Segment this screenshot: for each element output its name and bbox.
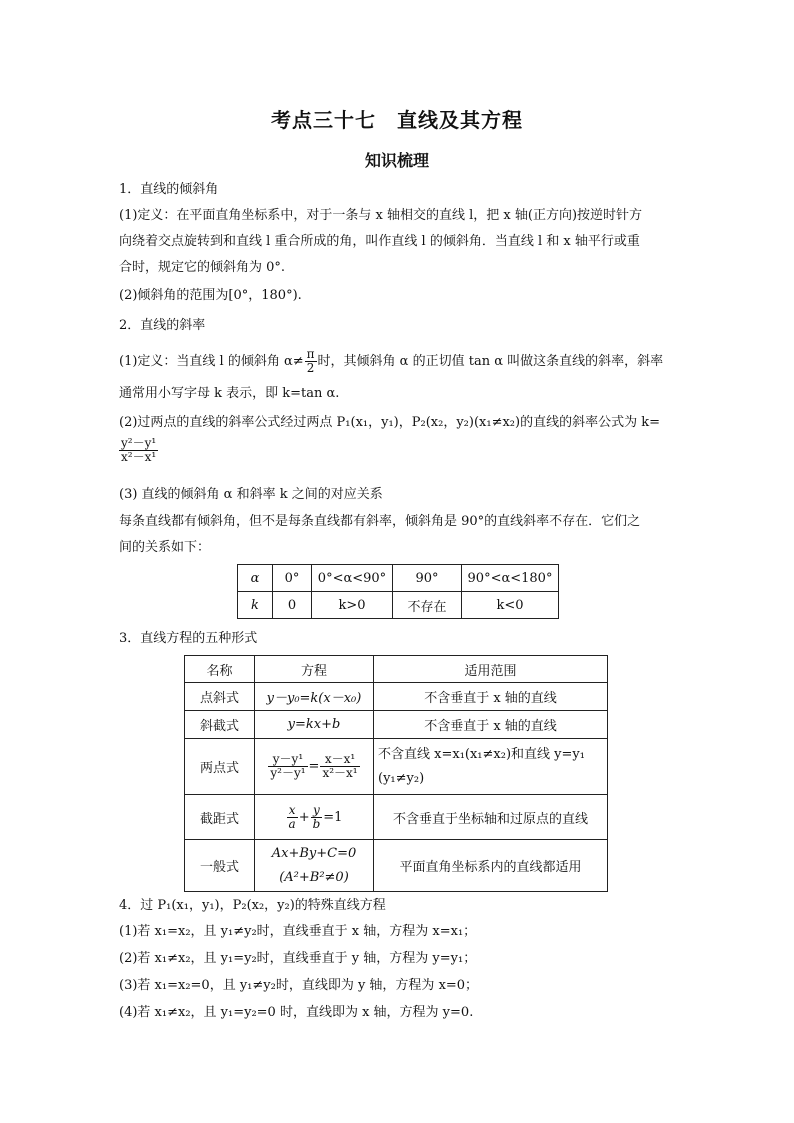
table-cell: 不含垂直于 x 轴的直线 (374, 683, 608, 711)
fraction-numerator: y－y¹ (268, 753, 307, 767)
table-cell: 不含垂直于 x 轴的直线 (374, 711, 608, 739)
fraction-denominator: x²－x¹ (121, 450, 157, 464)
page-title: 考点三十七 直线及其方程 (271, 108, 523, 132)
table-cell: 截距式 (185, 795, 255, 840)
table-row (185, 795, 608, 840)
table-cell: 一般式 (185, 840, 255, 892)
s2-paragraph-1 (119, 348, 663, 375)
fraction-denominator: y²－y¹ (270, 766, 306, 780)
fraction-denominator: b (312, 816, 321, 831)
table-cell: 斜截式 (185, 711, 255, 739)
slope-fraction (119, 437, 158, 464)
plus-sign: + (298, 809, 310, 825)
section-3-heading: 3．直线方程的五种形式 (119, 631, 258, 646)
table-row (238, 592, 559, 619)
table-cell: k (238, 592, 273, 619)
table-cell: 0°<α<90° (312, 565, 393, 592)
intercept-fraction-x (287, 804, 298, 831)
fraction-numerator: x－x¹ (320, 753, 359, 767)
intercept-fraction-y (311, 804, 323, 831)
fraction-numerator: x (287, 804, 298, 818)
table-cell: 不含垂直于坐标轴和过原点的直线 (374, 795, 608, 840)
table-cell: α (238, 565, 273, 592)
table-cell (255, 739, 374, 795)
section-4-heading: 4．过 P₁(x₁，y₁)，P₂(x₂，y₂)的特殊直线方程 (119, 898, 386, 913)
equals-one: =1 (323, 809, 343, 825)
table-row (238, 565, 559, 592)
s4-case-3: (3)若 x₁=x₂=0，且 y₁≠y₂时，直线即为 y 轴，方程为 x=0； (119, 978, 479, 993)
pi-over-2-fraction (305, 348, 317, 375)
s1-paragraph-1c: 合时，规定它的倾斜角为 0°. (119, 260, 286, 275)
s4-case-4: (4)若 x₁≠x₂，且 y₁=y₂=0 时，直线即为 x 轴，方程为 y=0. (119, 1005, 474, 1020)
table-row (185, 711, 608, 739)
s2-paragraph-4a: 每条直线都有倾斜角，但不是每条直线都有斜率，倾斜角是 90°的直线斜率不存在．它们之 (119, 514, 641, 529)
two-point-fraction-left (268, 753, 307, 780)
table-cell: y=kx+b (255, 711, 374, 739)
angle-slope-table (237, 564, 559, 619)
table-cell: k>0 (312, 592, 393, 619)
s2-paragraph-4b: 间的关系如下： (119, 540, 211, 555)
s4-case-1: (1)若 x₁=x₂，且 y₁≠y₂时，直线垂直于 x 轴，方程为 x=x₁； (119, 924, 477, 939)
s2-paragraph-3: (3) 直线的倾斜角 α 和斜率 k 之间的对应关系 (119, 487, 383, 502)
s1-paragraph-1b: 向绕着交点旋转到和直线 l 重合所成的角，叫作直线 l 的倾斜角．当直线 l 和 x 轴平行或重 (119, 234, 640, 249)
range-line-1: 不含直线 x=x₁(x₁≠x₂)和直线 y=y₁ (378, 746, 585, 762)
slope-formula-fraction (119, 437, 158, 464)
section-1-heading: 1．直线的倾斜角 (119, 182, 219, 197)
table-cell: 0 (273, 592, 312, 619)
table-cell: 90° (393, 565, 462, 592)
equals-sign: = (308, 759, 320, 774)
table-cell: 点斜式 (185, 683, 255, 711)
s1-paragraph-2: (2)倾斜角的范围为[0°，180°). (119, 288, 302, 303)
table-cell (255, 840, 374, 892)
s1-paragraph-1a: (1)定义：在平面直角坐标系中，对于一条与 x 轴相交的直线 l，把 x 轴(正方向)按逆时针方 (119, 208, 643, 223)
s2-paragraph-2a: (2)过两点的直线的斜率公式经过两点 P₁(x₁，y₁)，P₂(x₂，y₂)(x₁≠x₂)的直线的斜率公式为 k= (119, 415, 660, 430)
table-cell: 不存在 (393, 592, 462, 619)
table-row (185, 683, 608, 711)
two-point-fraction-right (320, 753, 359, 780)
table-cell: y－y₀=k(x－x₀) (255, 683, 374, 711)
section-subtitle: 知识梳理 (364, 151, 429, 170)
column-header: 方程 (255, 656, 374, 683)
fraction-numerator: y²－y¹ (121, 436, 157, 450)
s2-paragraph-1b: 通常用小写字母 k 表示，即 k=tan α. (119, 386, 340, 401)
table-cell: 0° (273, 565, 312, 592)
fraction-numerator: π (306, 347, 315, 361)
table-row (185, 840, 608, 892)
range-line-2: (y₁≠y₂) (378, 770, 425, 786)
fraction-denominator: a (288, 816, 296, 831)
s2-p1-pre: (1)定义：当直线 l 的倾斜角 α≠ (119, 354, 304, 369)
column-header: 名称 (185, 656, 255, 683)
table-cell: 90°<α<180° (462, 565, 559, 592)
general-equation: Ax+By+C=0 (271, 845, 357, 861)
fraction-denominator: 2 (306, 361, 315, 375)
table-row (185, 739, 608, 795)
table-cell: k<0 (462, 592, 559, 619)
table-cell: 平面直角坐标系内的直线都适用 (374, 840, 608, 892)
table-cell (374, 739, 608, 795)
table-header-row (185, 656, 608, 683)
table-cell: 两点式 (185, 739, 255, 795)
fraction-denominator: x²－x¹ (322, 766, 358, 780)
table-cell (255, 795, 374, 840)
general-condition: (A²+B²≠0) (279, 869, 349, 885)
fraction-numerator: y (311, 804, 323, 818)
column-header: 适用范围 (374, 656, 608, 683)
s2-p1-post: 时，其倾斜角 α 的正切值 tan α 叫做这条直线的斜率，斜率 (317, 354, 664, 369)
section-2-heading: 2．直线的斜率 (119, 318, 206, 333)
line-equation-forms-table (184, 655, 608, 892)
s4-case-2: (2)若 x₁≠x₂，且 y₁=y₂时，直线垂直于 y 轴，方程为 y=y₁； (119, 951, 477, 966)
